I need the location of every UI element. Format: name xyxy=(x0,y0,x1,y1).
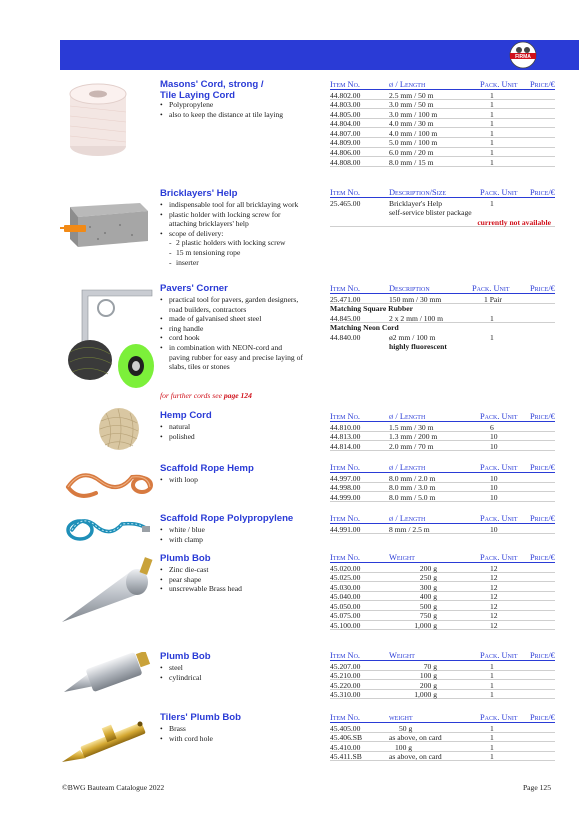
product-table-scaffold-rope-hemp: Item No. ø / Length Pack. Unit Price/€ 44.997.00 8.0 mm / 2.0 m 10 44.998.00 8.0 mm / 3.0 m 10 44.999.00 8.0 mm / 5.0 m 10 xyxy=(330,463,555,502)
table-row: 45.210.00 100 g 1 xyxy=(330,671,555,681)
pavers-corner-image xyxy=(62,282,157,392)
product-bullets: • Brass • with cord hole xyxy=(160,724,213,743)
brand-logo xyxy=(508,41,538,69)
table-row: 45.025.00 250 g 12 xyxy=(330,573,555,583)
product-title-hemp-cord: Hemp Cord xyxy=(160,410,212,421)
page-title: Measuring Equipment xyxy=(326,8,481,25)
product-table-plumb-bob-pear: Item No. Weight Pack. Unit Price/€ 45.020.00 200 g 12 45.025.00 250 g 12 45.030.00 300 g 12 45.040.00 400 g 12 45.050.00 500 g 12 45.075.00 750 g 12 45.100.00 1,000 g 12 xyxy=(330,553,555,631)
table-row: 45.050.00 500 g 12 xyxy=(330,601,555,611)
bricklayers-help-image xyxy=(60,195,150,250)
product-bullets: • indispensable tool for all bricklaying work • plastic holder with locking screw for attaching bricklayers' help • scope of delivery: - 2 plastic holders with locking screw - 15 m tensioning rope - inserter xyxy=(160,200,298,267)
cross-reference-note: for further cords see page 124 xyxy=(160,391,252,400)
tilers-plumb-bob-image xyxy=(60,712,155,764)
table-row: 45.410.00 100 g 1 xyxy=(330,742,555,752)
masons-cord-image xyxy=(58,76,138,162)
product-title-scaffold-rope-hemp: Scaffold Rope Hemp xyxy=(160,463,254,474)
table-row: 45.310.00 1,000 g 1 xyxy=(330,690,555,700)
product-bullets: • with loop xyxy=(160,475,198,485)
product-bullets: • white / blue • with clamp xyxy=(160,525,205,544)
table-row: 44.802.00 2.5 mm / 50 m 1 xyxy=(330,90,555,100)
header-banner xyxy=(60,40,579,70)
table-row: 45.100.00 1,000 g 12 xyxy=(330,621,555,631)
product-bullets: • steel • cylindrical xyxy=(160,663,201,682)
product-title-scaffold-rope-polypropylene: Scaffold Rope Polypropylene xyxy=(160,513,294,524)
table-row: 44.813.00 1.3 mm / 200 m 10 xyxy=(330,432,555,442)
table-row: 44.845.00 2 x 2 mm / 100 m 1 xyxy=(330,313,555,323)
table-row: 44.809.00 5.0 mm / 100 m 1 xyxy=(330,138,555,148)
footer-page-number: Page 125 xyxy=(522,783,551,792)
product-table-tilers-plumb-bob: Item No. weight Pack. Unit Price/€ 45.405.00 50 g 1 45.406.SB as above, on card 1 45.410.00 100 g 1 45.411.SB as above, on card 1 xyxy=(330,713,555,762)
product-bullets: • practical tool for pavers, garden designers, road builders, contractors • made of galvanised sheet steel • ring handle • cord hook • in combination with NEON-cord and paving rubber for easy and precise laying of slabs, tiles or stones xyxy=(160,295,303,372)
product-bullets: • Polypropylene • also to keep the distance at tile laying xyxy=(160,100,283,119)
table-row: 44.805.00 3.0 mm / 100 m 1 xyxy=(330,109,555,119)
product-title-masons-cord: Masons' Cord, strong / Tile Laying Cord xyxy=(160,79,264,101)
table-row: 45.030.00 300 g 12 xyxy=(330,582,555,592)
table-row: 25.465.00 Bricklayer's Help 1 xyxy=(330,198,494,208)
product-title-plumb-bob-pear: Plumb Bob xyxy=(160,553,211,564)
table-row: 45.405.00 50 g 1 xyxy=(330,723,555,733)
table-row: 45.020.00 200 g 12 xyxy=(330,563,555,573)
table-row: 44.991.00 8 mm / 2.5 m 10 xyxy=(330,524,555,534)
plumb-bob-cylindrical-image xyxy=(60,652,155,697)
table-row: 44.806.00 6.0 mm / 20 m 1 xyxy=(330,148,555,158)
product-table-bricklayers-help: Item No. Description/Size Pack. Unit Price/€ 25.465.00 Bricklayer's Help 1 self-service blister package currently not available xyxy=(330,188,555,227)
table-row: 45.075.00 750 g 12 xyxy=(330,611,555,621)
hemp-cord-image xyxy=(96,405,142,453)
product-table-pavers-corner: Item No. Description Pack. Unit Price/€ 25.471.00 150 mm / 30 mm 1 Pair Matching Square Rubber 44.845.00 2 x 2 mm / 100 m 1 Matching Neon Cord 44.840.00 ø2 mm / 100 m 1 highly fluorescent xyxy=(330,284,555,352)
page-reference-link[interactable]: page 124 xyxy=(223,391,252,400)
table-row: 44.810.00 1.5 mm / 30 m 6 xyxy=(330,422,555,432)
table-row: 44.999.00 8.0 mm / 5.0 m 10 xyxy=(330,492,555,502)
product-table-hemp-cord: Item No. ø / Length Pack. Unit Price/€ 44.810.00 1.5 mm / 30 m 6 44.813.00 1.3 mm / 200 m 10 44.814.00 2.0 mm / 70 m 10 xyxy=(330,412,555,451)
product-title-tilers-plumb-bob: Tilers' Plumb Bob xyxy=(160,712,241,723)
svg-text:FIRMA: FIRMA xyxy=(515,53,531,60)
table-row: 44.840.00 ø2 mm / 100 m 1 xyxy=(330,332,494,342)
table-row: 25.471.00 150 mm / 30 mm 1 Pair xyxy=(330,294,555,304)
table-row: 44.814.00 2.0 mm / 70 m 10 xyxy=(330,441,555,451)
table-row: 44.997.00 8.0 mm / 2.0 m 10 xyxy=(330,473,555,483)
product-table-plumb-bob-cylindrical: Item No. Weight Pack. Unit Price/€ 45.207.00 70 g 1 45.210.00 100 g 1 45.220.00 200 g 1 45.310.00 1,000 g 1 xyxy=(330,651,555,700)
table-row: 44.804.00 4.0 mm / 30 m 1 xyxy=(330,119,555,129)
table-row: 44.807.00 4.0 mm / 100 m 1 xyxy=(330,128,555,138)
scaffold-rope-polypropylene-image xyxy=(62,508,154,546)
table-row: 45.411.SB as above, on card 1 xyxy=(330,752,555,762)
table-row: 44.808.00 8.0 mm / 15 m 1 xyxy=(330,157,555,167)
availability-notice: currently not available xyxy=(477,217,551,227)
table-row: 45.040.00 400 g 12 xyxy=(330,592,555,602)
product-table-scaffold-rope-polypropylene: Item No. ø / Length Pack. Unit Price/€ 44.991.00 8 mm / 2.5 m 10 xyxy=(330,514,555,534)
table-row: 45.207.00 70 g 1 xyxy=(330,661,555,671)
product-title-bricklayers-help: Bricklayers' Help xyxy=(160,188,238,199)
product-title-pavers-corner: Pavers' Corner xyxy=(160,283,228,294)
scaffold-rope-hemp-image xyxy=(62,457,154,505)
product-bullets: • natural • polished xyxy=(160,422,195,441)
table-row: 44.803.00 3.0 mm / 50 m 1 xyxy=(330,100,555,110)
table-row: 45.220.00 200 g 1 xyxy=(330,680,555,690)
plumb-bob-pear-image xyxy=(60,552,155,624)
product-bullets: • Zinc die-cast • pear shape • unscrewable Brass head xyxy=(160,565,242,594)
table-row: 44.998.00 8.0 mm / 3.0 m 10 xyxy=(330,483,555,493)
product-title-plumb-bob-cylindrical: Plumb Bob xyxy=(160,651,211,662)
table-row: 45.406.SB as above, on card 1 xyxy=(330,733,555,743)
footer-copyright: ©BWG Bauteam Catalogue 2022 xyxy=(62,783,165,792)
product-table-masons-cord: Item No. ø / Length Pack. Unit Price/€ 44.802.00 2.5 mm / 50 m 1 44.803.00 3.0 mm / 50 m 1 44.805.00 3.0 mm / 100 m 1 44.804.00 4.0 mm / 30 m 1 44.807.00 4.0 mm / 100 m 1 44.809.00 5.0 mm / 100 m 1 44.806.00 6.0 mm / 20 m 1 44.808.00 8.0 mm / 15 m 1 xyxy=(330,80,555,167)
